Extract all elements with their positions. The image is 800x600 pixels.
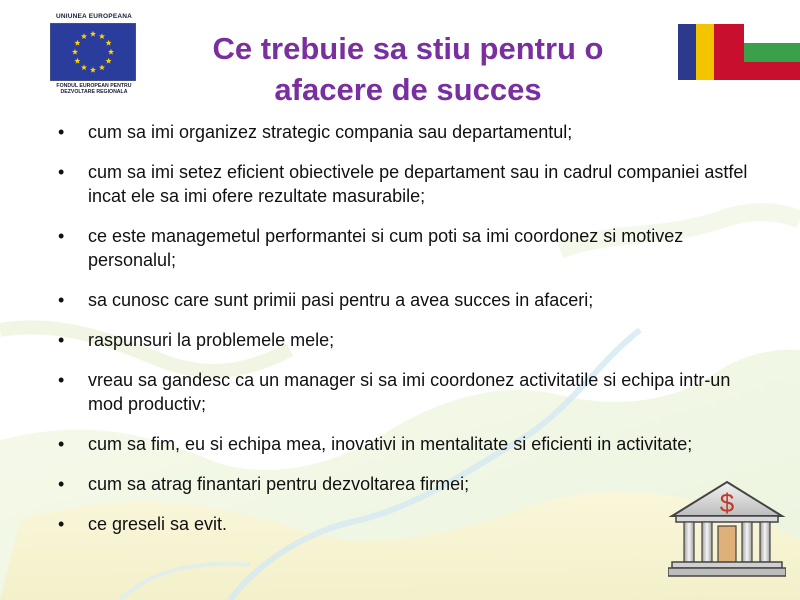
- slide-title: [150, 28, 666, 110]
- bullet-marker: •: [58, 162, 65, 182]
- bullet-item: [56, 160, 756, 208]
- bullet-marker: •: [58, 434, 65, 454]
- bullet-text: ce greseli sa evit.: [88, 514, 228, 534]
- bullet-item: [56, 288, 756, 312]
- bullet-marker: •: [58, 330, 65, 350]
- bullet-marker: •: [58, 474, 65, 494]
- bullet-item: [56, 120, 756, 144]
- bank-icon: [668, 480, 786, 578]
- bullet-marker: •: [58, 290, 65, 310]
- eu-logo-bottom-text: [48, 83, 140, 95]
- bullet-text: vreau sa gandesc ca un manager si sa imi coordonez activitatile si echipa intr-un mod productiv;: [88, 370, 731, 414]
- bullet-item: [56, 224, 756, 272]
- bullet-item: [56, 472, 756, 496]
- bullet-item: [56, 432, 756, 456]
- slide-title-line2: afacere de succes: [274, 72, 542, 107]
- bullet-marker: •: [58, 122, 65, 142]
- eu-logo-bottom-line1: FONDUL EUROPEAN PENTRU: [56, 83, 132, 89]
- bullet-text: cum sa fim, eu si echipa mea, inovativi in mentalitate si eficienti in activitate;: [88, 434, 693, 454]
- bullet-item: [56, 368, 756, 416]
- bullet-item: [56, 512, 756, 536]
- eu-logo-top-text: UNIUNEA EUROPEANA: [55, 13, 133, 20]
- bullet-text: sa cunosc care sunt primii pasi pentru a avea succes in afaceri;: [88, 290, 594, 310]
- bank-dollar-symbol: $: [719, 488, 735, 518]
- bullet-marker: •: [58, 514, 65, 534]
- eu-logo: [48, 14, 140, 98]
- romania-bulgaria-flags-icon: [678, 24, 800, 80]
- eu-flag-icon: [50, 23, 136, 81]
- bullet-marker: •: [58, 370, 65, 390]
- bullet-text: cum sa imi setez eficient obiectivele pe departament sau in cadrul companiei astfel incat ele sa imi ofere rezultate masurabile;: [88, 162, 748, 206]
- eu-logo-bottom-line2: DEZVOLTARE REGIONALA: [60, 89, 128, 95]
- bullet-marker: •: [58, 226, 65, 246]
- bullet-list: [56, 120, 756, 552]
- bullet-item: [56, 328, 756, 352]
- bullet-text: cum sa atrag finantari pentru dezvoltarea firmei;: [88, 474, 470, 494]
- bullet-text: ce este managemetul performantei si cum poti sa imi coordonez si motivez personalul;: [88, 226, 684, 270]
- bullet-text: cum sa imi organizez strategic compania sau departamentul;: [88, 122, 573, 142]
- bullet-text: raspunsuri la problemele mele;: [88, 330, 335, 350]
- slide-title-line1: Ce trebuie sa stiu pentru o: [212, 31, 604, 66]
